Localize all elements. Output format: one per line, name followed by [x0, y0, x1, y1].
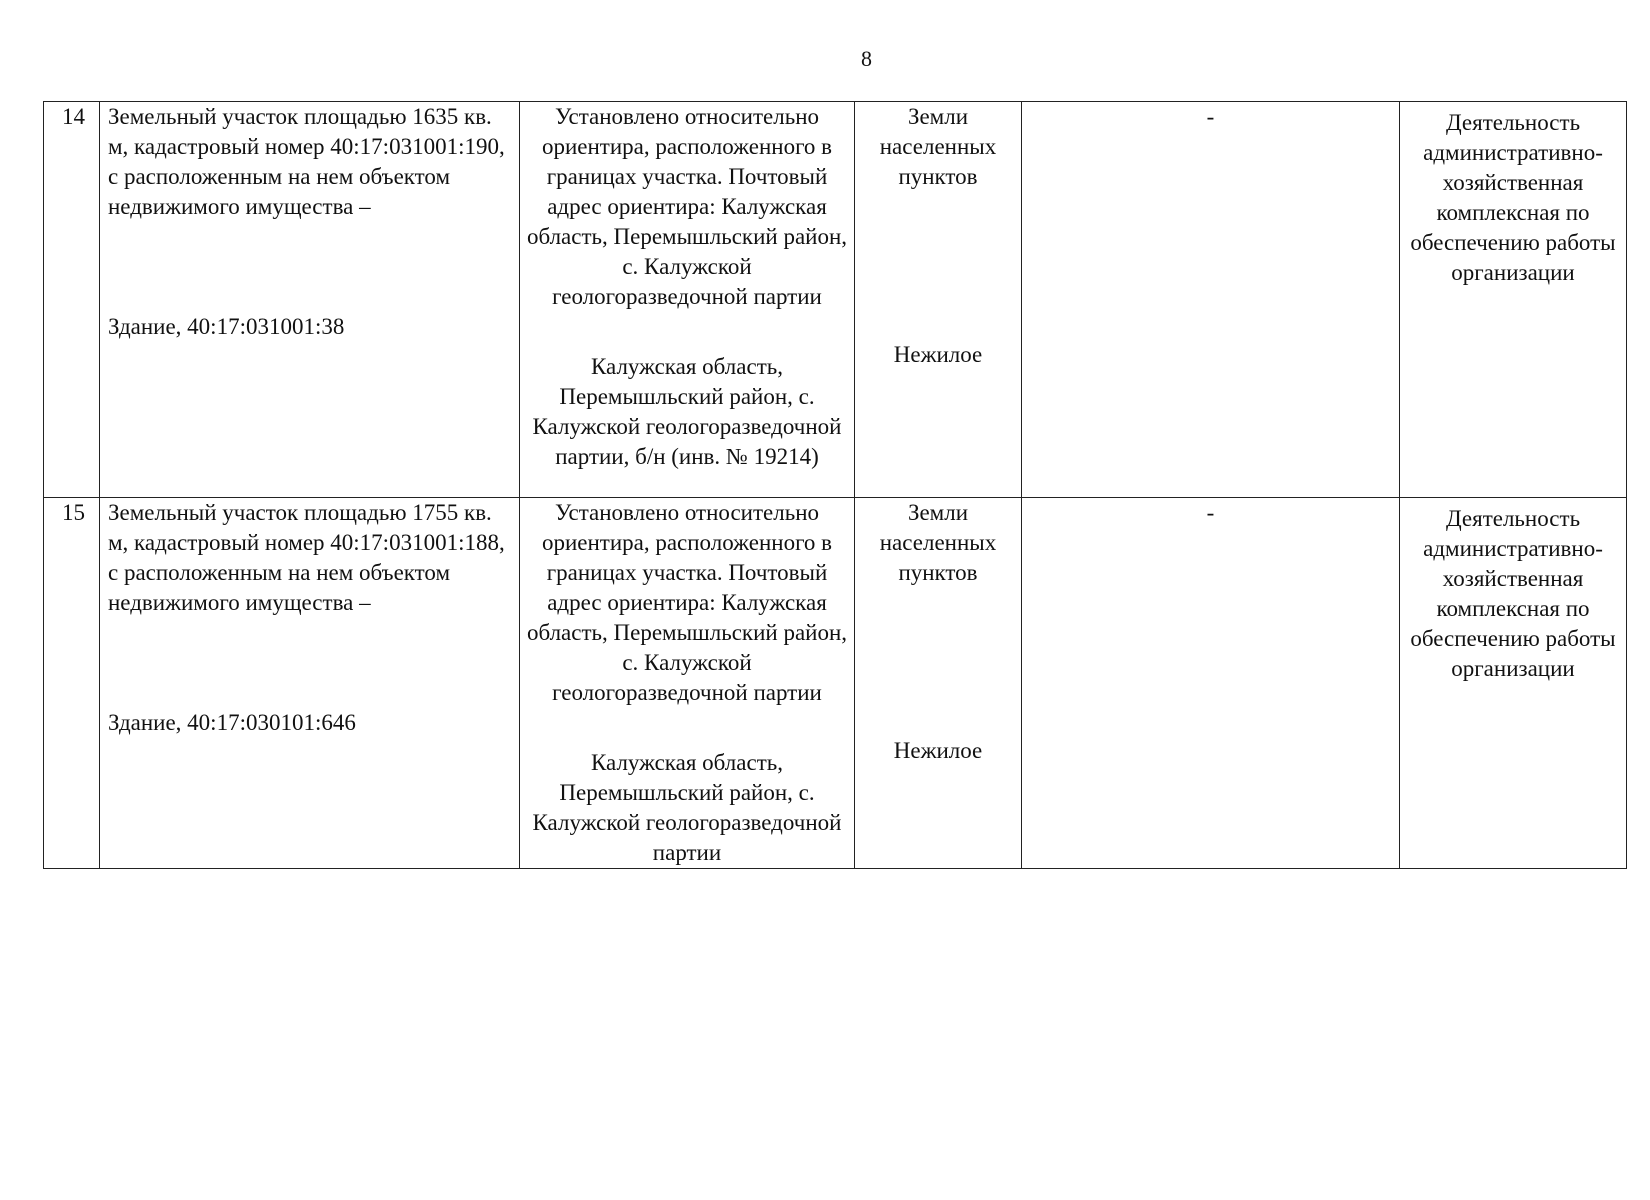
object-description-cell	[100, 498, 520, 869]
permitted-use: Деятельность административно-хозяйственная комплексная по обеспечению работы организации	[1410, 506, 1616, 681]
land-plot-description: Земельный участок площадью 1635 кв. м, кадастровый номер 40:17:031001:190, с расположенным на нем объектом недвижимого имущества –	[108, 104, 505, 219]
building-address: Калужская область, Перемышльский район, с. Калужской геологоразведочной партии, б/н (инв. № 19214)	[532, 354, 842, 469]
table-row	[44, 102, 1627, 498]
address-cell	[520, 498, 855, 869]
category-cell	[855, 498, 1022, 869]
row-number-cell	[44, 102, 100, 498]
object-description-cell	[100, 102, 520, 498]
building-category: Нежилое	[893, 342, 983, 367]
permitted-use-cell	[1400, 498, 1627, 869]
permitted-use-cell	[1400, 102, 1627, 498]
encumbrance-value: -	[1206, 104, 1215, 129]
building-address: Калужская область, Перемышльский район, с. Калужской геологоразведочной партии	[532, 750, 842, 865]
table-row	[44, 498, 1627, 869]
land-plot-description: Земельный участок площадью 1755 кв. м, кадастровый номер 40:17:031001:188, с расположенным на нем объектом недвижимого имущества –	[108, 500, 505, 615]
encumbrance-value: -	[1206, 500, 1215, 525]
category-cell	[855, 102, 1022, 498]
building-description: Здание, 40:17:030101:646	[108, 710, 356, 735]
encumbrance-cell	[1022, 498, 1400, 869]
building-description: Здание, 40:17:031001:38	[108, 314, 345, 339]
row-number: 14	[62, 104, 85, 129]
address-cell	[520, 102, 855, 498]
land-category: Земли населенных пунктов	[879, 104, 997, 189]
row-number-cell	[44, 498, 100, 869]
encumbrance-cell	[1022, 102, 1400, 498]
land-category: Земли населенных пунктов	[879, 500, 997, 585]
building-category: Нежилое	[893, 738, 983, 763]
row-number: 15	[62, 500, 85, 525]
permitted-use: Деятельность административно-хозяйственная комплексная по обеспечению работы организации	[1410, 110, 1616, 285]
property-table	[43, 101, 1627, 869]
page-number: 8	[861, 46, 872, 71]
land-plot-address: Установлено относительно ориентира, расположенного в границах участка. Почтовый адрес ориентира: Калужская область, Перемышльский район, с. Калужской геологоразведочной партии	[526, 104, 848, 309]
land-plot-address: Установлено относительно ориентира, расположенного в границах участка. Почтовый адрес ориентира: Калужская область, Перемышльский район, с. Калужской геологоразведочной партии	[526, 500, 848, 705]
